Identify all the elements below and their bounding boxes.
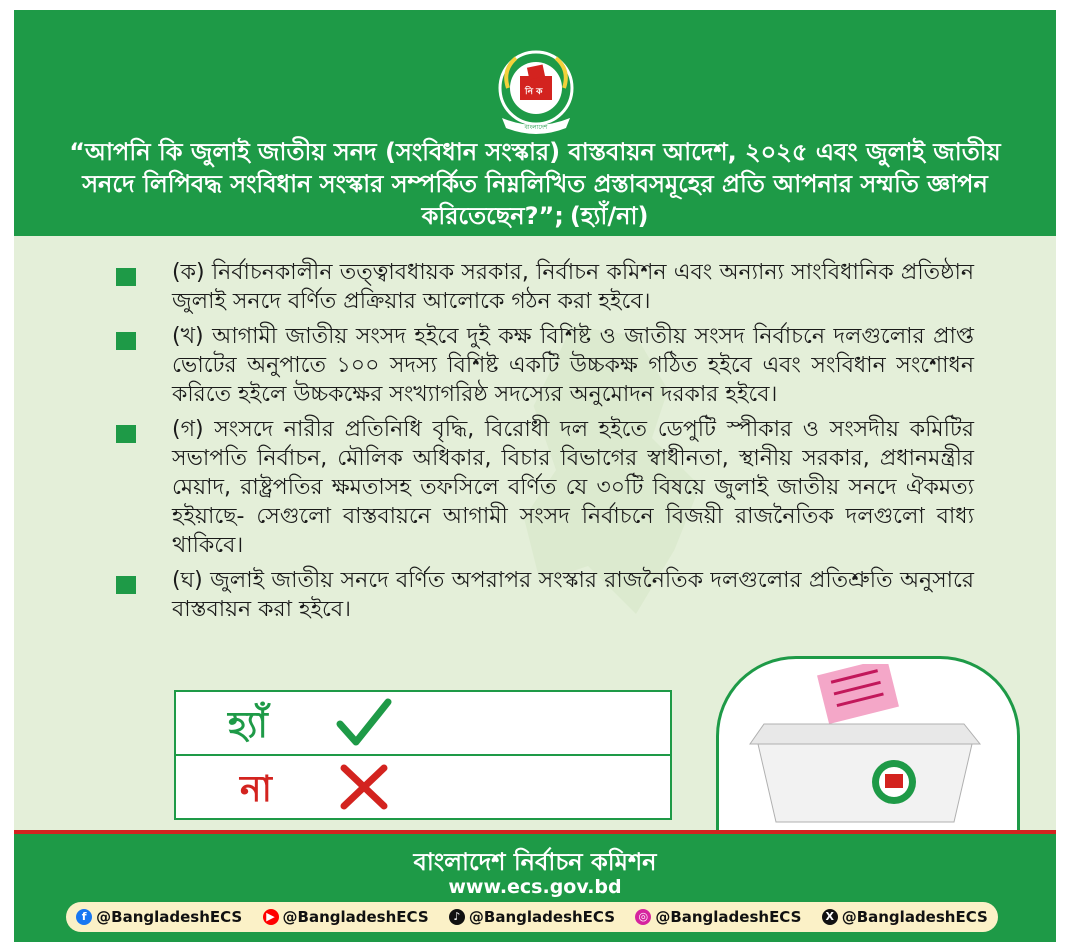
bullet-icon (116, 332, 136, 350)
list-item (116, 258, 974, 316)
proposal-kha: (খ) আগামী জাতীয় সংসদ হইবে দুই কক্ষ বিশিষ্ট ও জাতীয় সংসদ নির্বাচনে দলগুলোর প্রাপ্ত ভোটের অনুপাতে ১০০ সদস্য বিশিষ্ট একটি উচ্চকক্ষ গঠিত হইবে এবং সংবিধান সংশোধন করিতে হইলে উচ্চকক্ষের সংখ্যাগরিষ্ঠ সদস্যের অনুমোদন দরকার হইবে। (172, 324, 974, 407)
yes-label: হ্যাঁ (228, 705, 268, 746)
social-handle: @BangladeshECS (96, 908, 243, 926)
tiktok-icon: ♪ (449, 909, 465, 925)
instagram-icon: ◎ (635, 909, 651, 925)
list-item (116, 415, 974, 560)
checkmark-icon (334, 696, 394, 750)
organization-name: বাংলাদেশ নির্বাচন কমিশন (413, 848, 657, 876)
proposal-list (116, 258, 974, 630)
election-commission-emblem (482, 48, 590, 136)
yes-no-box (174, 690, 672, 820)
social-bar (66, 902, 998, 932)
ballot-box-icon (744, 664, 984, 828)
referendum-question (54, 136, 1016, 232)
social-handle: @BangladeshECS (655, 908, 802, 926)
social-handle: @BangladeshECS (468, 908, 616, 926)
emblem-ribbon: বাংলাদেশ (524, 124, 548, 131)
bullet-icon (116, 268, 136, 286)
facebook-icon: f (76, 909, 92, 925)
header-banner (14, 10, 1056, 236)
question-text: “আপনি কি জুলাই জাতীয় সনদ (সংবিধান সংস্কার) বাস্তবায়ন আদেশ, ২০২৫ এবং জুলাই জাতীয় সনদে লিপিবদ্ধ সংবিধান সংস্কার সম্পর্কিত নিম্নলিখিত প্রস্তাবসমূহের প্রতি আপনার সম্মতি জ্ঞাপন করিতেছেন?”; (69, 138, 1001, 230)
list-item (116, 566, 974, 624)
social-link-facebook[interactable] (76, 908, 242, 926)
emblem-letters: নি ক (525, 87, 543, 97)
social-link-tiktok[interactable] (449, 908, 615, 926)
bullet-icon (116, 425, 136, 443)
proposal-ka: (ক) নির্বাচনকালীন তত্ত্বাবধায়ক সরকার, নির্বাচন কমিশন এবং অন্যান্য সাংবিধানিক প্রতিষ্ঠান জুলাই সনদে বর্ণিত প্রক্রিয়ার আলোকে গঠন করা হইবে। (172, 260, 974, 314)
website-link[interactable]: www.ecs.gov.bd (448, 876, 622, 898)
no-row (176, 756, 670, 818)
youtube-icon: ▶ (263, 909, 279, 925)
social-link-x[interactable] (822, 908, 988, 926)
proposal-gha: (ঘ) জুলাই জাতীয় সনদে বর্ণিত অপরাপর সংস্কার রাজনৈতিক দলগুলোর প্রতিশ্রুতি অনুসারে বাস্তবায়ন করা হইবে। (172, 568, 974, 622)
social-handle: @BangladeshECS (282, 908, 429, 926)
social-link-youtube[interactable] (263, 908, 429, 926)
x-icon: X (822, 909, 838, 925)
bullet-icon (116, 576, 136, 594)
yes-row (176, 692, 670, 756)
footer (14, 834, 1056, 942)
cross-icon (334, 760, 394, 814)
list-item (116, 322, 974, 409)
question-options: (হ্যাঁ/না) (569, 202, 649, 230)
social-handle: @BangladeshECS (841, 908, 988, 926)
no-label: না (240, 769, 272, 810)
social-link-instagram[interactable] (635, 908, 801, 926)
proposal-ga: (গ) সংসদে নারীর প্রতিনিধি বৃদ্ধি, বিরোধী দল হইতে ডেপুটি স্পীকার ও সংসদীয় কমিটির সভাপতি নির্বাচন, মৌলিক অধিকার, বিচার বিভাগের স্বাধীনতা, স্থানীয় সরকার, প্রধানমন্ত্রীর মেয়াদ, রাষ্ট্রপতির ক্ষমতাসহ তফসিলে বর্ণিত যে ৩০টি বিষয়ে জুলাই জাতীয় সনদে ঐকমত্য হইয়াছে- সেগুলো বাস্তবায়নে আগামী সংসদ নির্বাচনে বিজয়ী রাজনৈতিক দলগুলো বাধ্য থাকিবে। (172, 417, 974, 558)
referendum-poster (14, 10, 1056, 942)
